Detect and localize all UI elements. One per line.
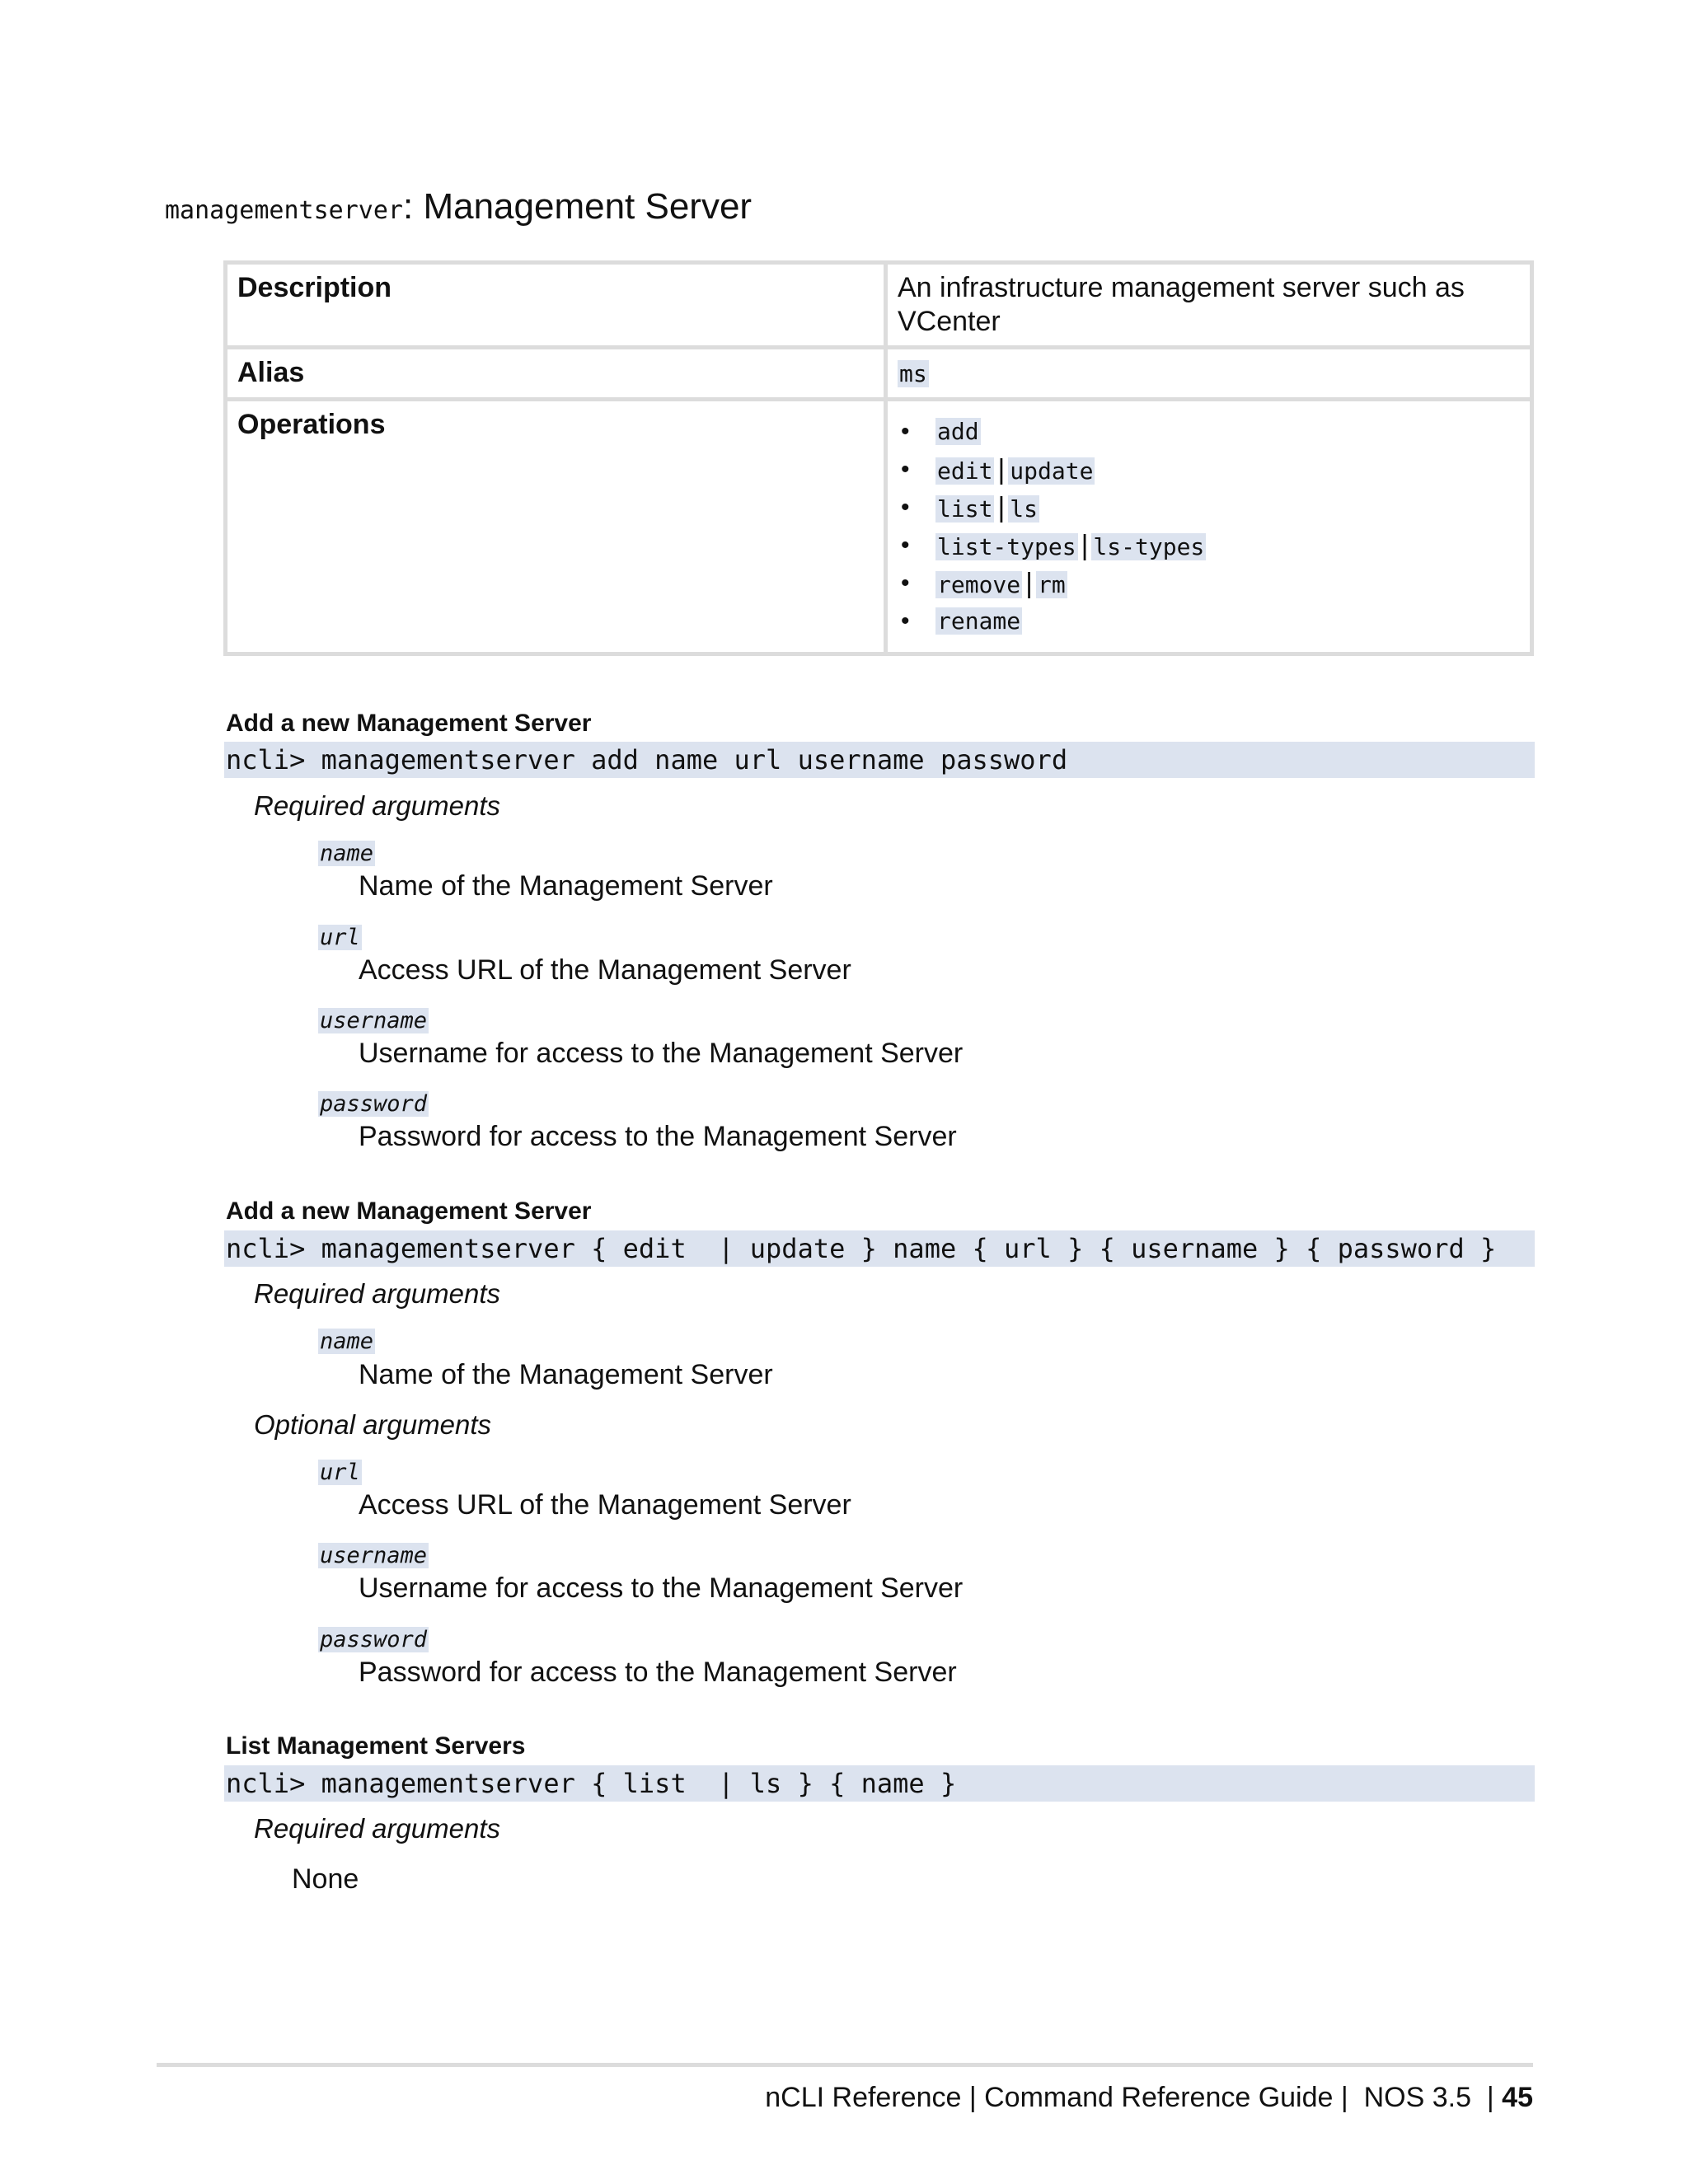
section-title-list: List Management Servers bbox=[226, 1732, 526, 1760]
operation-alias: ls-types bbox=[1093, 533, 1205, 560]
operation-item bbox=[898, 489, 1520, 527]
table-row-operations bbox=[227, 401, 1530, 652]
argument-description: Username for access to the Management Server bbox=[359, 1572, 964, 1604]
operation-alias: ls bbox=[1010, 495, 1038, 523]
table-row-alias bbox=[227, 349, 1530, 397]
operation-item bbox=[898, 602, 1520, 640]
footer-divider bbox=[157, 2063, 1533, 2067]
argument-description: Password for access to the Management Server bbox=[359, 1657, 957, 1688]
command-line-edit: ncli> managementserver { edit | update } name { url } { username } { password } bbox=[224, 1230, 1535, 1267]
alias-value: ms bbox=[899, 360, 927, 387]
operation-item bbox=[898, 451, 1520, 489]
operations-label: Operations bbox=[227, 401, 884, 652]
argument-name: url bbox=[320, 925, 360, 950]
argument-name: password bbox=[320, 1627, 428, 1652]
description-line-1: An infrastructure management server such as bbox=[898, 272, 1465, 303]
operation-pipe: | bbox=[997, 454, 1006, 485]
heading-command: managementserver bbox=[165, 196, 403, 225]
required-arguments-label: Required arguments bbox=[254, 790, 500, 821]
argument-name: name bbox=[320, 1329, 374, 1354]
required-arguments-label: Required arguments bbox=[254, 1278, 500, 1309]
argument-description: Name of the Management Server bbox=[359, 870, 773, 902]
command-line-list: ncli> managementserver { list | ls } { name } bbox=[224, 1765, 1535, 1802]
operation-pipe: | bbox=[1081, 530, 1089, 561]
description-value bbox=[888, 265, 1530, 345]
operation-alias: update bbox=[1010, 457, 1094, 485]
operation-name: edit bbox=[937, 457, 993, 485]
page-number: 45 bbox=[1502, 2082, 1533, 2113]
properties-table bbox=[223, 260, 1534, 656]
argument-description: Username for access to the Management Server bbox=[359, 1038, 964, 1069]
operation-name: rename bbox=[937, 607, 1021, 635]
argument-description: Password for access to the Management Server bbox=[359, 1121, 957, 1152]
operation-name: remove bbox=[937, 571, 1021, 598]
required-arguments-label: Required arguments bbox=[254, 1813, 500, 1844]
alias-label: Alias bbox=[227, 349, 884, 397]
operation-item bbox=[898, 527, 1520, 565]
operations-list bbox=[898, 408, 1520, 645]
section-title-edit: Add a new Management Server bbox=[226, 1197, 592, 1225]
operation-pipe: | bbox=[1025, 568, 1033, 599]
operation-name: list bbox=[937, 495, 993, 523]
argument-description: Access URL of the Management Server bbox=[359, 1489, 851, 1521]
argument-description: Name of the Management Server bbox=[359, 1359, 773, 1390]
alias-value-cell bbox=[888, 349, 1530, 397]
description-label: Description bbox=[227, 265, 884, 345]
heading-separator: : bbox=[402, 186, 414, 227]
operation-name: list-types bbox=[937, 533, 1076, 560]
argument-name: name bbox=[320, 841, 374, 866]
page-heading bbox=[165, 186, 752, 227]
section-title-add: Add a new Management Server bbox=[226, 710, 592, 737]
operation-name: add bbox=[937, 418, 979, 445]
heading-title: Management Server bbox=[413, 186, 753, 227]
command-line-add: ncli> managementserver add name url username password bbox=[224, 742, 1535, 778]
page-footer bbox=[765, 2082, 1533, 2114]
argument-description: Access URL of the Management Server bbox=[359, 954, 851, 986]
operations-value-cell bbox=[888, 401, 1530, 652]
argument-name: password bbox=[320, 1091, 428, 1117]
argument-name: username bbox=[320, 1008, 428, 1033]
operation-item bbox=[898, 413, 1520, 451]
argument-name: username bbox=[320, 1543, 428, 1568]
none-text: None bbox=[292, 1863, 359, 1895]
description-line-2: VCenter bbox=[898, 306, 1001, 337]
footer-text: nCLI Reference | Command Reference Guide | NOS 3.5 | bbox=[765, 2082, 1503, 2113]
table-row-description bbox=[227, 265, 1530, 345]
optional-arguments-label: Optional arguments bbox=[254, 1409, 491, 1440]
operation-item bbox=[898, 565, 1520, 602]
operation-alias: rm bbox=[1038, 571, 1066, 598]
operation-pipe: | bbox=[997, 492, 1006, 523]
argument-name: url bbox=[320, 1460, 360, 1485]
